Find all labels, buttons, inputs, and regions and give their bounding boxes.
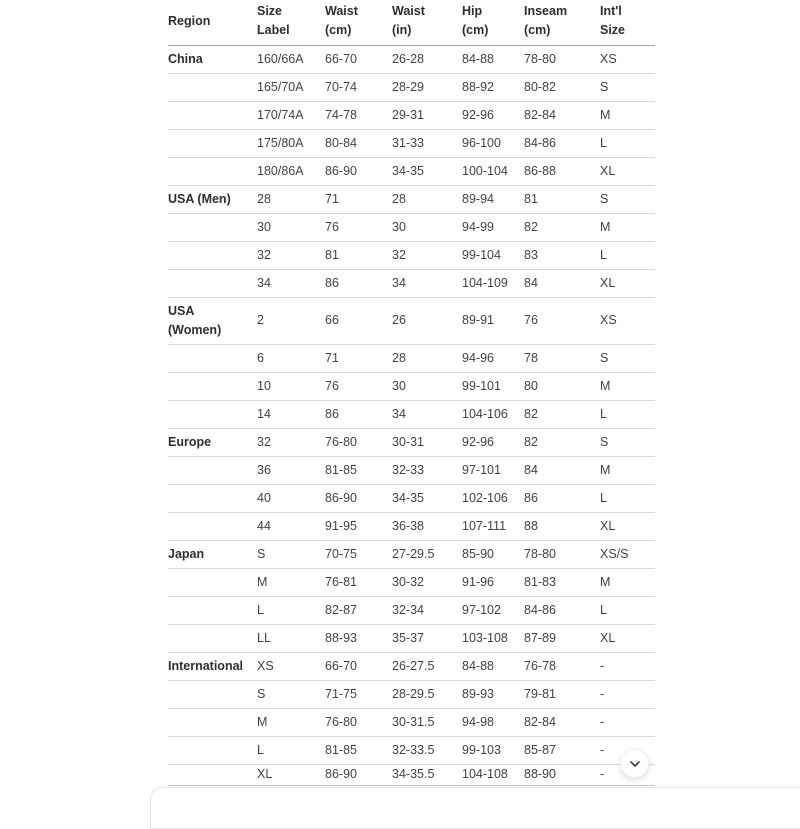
cell-size_label: 2 xyxy=(257,297,325,344)
cell-inseam_cm: 81-83 xyxy=(524,568,600,596)
region-label-empty xyxy=(168,73,257,101)
cell-size_label: 6 xyxy=(257,344,325,372)
cell-inseam_cm: 80 xyxy=(524,372,600,400)
cell-inseam_cm: 78 xyxy=(524,344,600,372)
cell-waist_cm: 66 xyxy=(325,297,392,344)
cell-intl_size: S xyxy=(600,73,655,101)
cell-intl_size: M xyxy=(600,568,655,596)
cell-inseam_cm: 80-82 xyxy=(524,73,600,101)
table-row xyxy=(168,456,655,484)
cell-waist_cm: 80-84 xyxy=(325,129,392,157)
cell-waist_in: 34-35 xyxy=(392,157,462,185)
region-label-empty xyxy=(168,213,257,241)
cell-inseam_cm: 82 xyxy=(524,400,600,428)
column-header-line: Size xyxy=(257,4,283,19)
cell-waist_in: 28 xyxy=(392,344,462,372)
cell-intl_size: XL xyxy=(600,512,655,540)
region-label: International xyxy=(168,652,257,680)
table-row xyxy=(168,708,655,736)
cell-waist_in: 28 xyxy=(392,185,462,213)
table-row xyxy=(168,157,655,185)
region-label-empty xyxy=(168,708,257,736)
cell-waist_in: 35-37 xyxy=(392,624,462,652)
cell-waist_in: 32-34 xyxy=(392,596,462,624)
cell-hip_cm: 104-106 xyxy=(462,400,524,428)
cell-hip_cm: 85-90 xyxy=(462,540,524,568)
cell-hip_cm: 99-101 xyxy=(462,372,524,400)
cell-waist_in: 28-29.5 xyxy=(392,680,462,708)
cell-waist_in: 26-28 xyxy=(392,45,462,73)
cell-waist_in: 32-33 xyxy=(392,456,462,484)
column-header-waist_cm xyxy=(325,0,392,45)
cell-waist_in: 30 xyxy=(392,213,462,241)
region-label-empty xyxy=(168,157,257,185)
cell-intl_size: L xyxy=(600,400,655,428)
cell-size_label: S xyxy=(257,680,325,708)
cell-waist_in: 34 xyxy=(392,269,462,297)
cell-waist_in: 36-38 xyxy=(392,512,462,540)
cell-waist_cm: 76 xyxy=(325,213,392,241)
cell-size_label: L xyxy=(257,736,325,764)
cell-hip_cm: 96-100 xyxy=(462,129,524,157)
column-header-line: Size xyxy=(600,23,626,38)
cell-waist_cm: 86-90 xyxy=(325,764,392,785)
cell-hip_cm: 89-93 xyxy=(462,680,524,708)
cell-hip_cm: 94-96 xyxy=(462,344,524,372)
table-row xyxy=(168,101,655,129)
cell-waist_in: 31-33 xyxy=(392,129,462,157)
column-header-size_label xyxy=(257,0,325,45)
table-row xyxy=(168,297,655,344)
cell-hip_cm: 100-104 xyxy=(462,157,524,185)
cell-size_label: M xyxy=(257,568,325,596)
cell-size_label: LL xyxy=(257,624,325,652)
cell-waist_in: 30-32 xyxy=(392,568,462,596)
cell-size_label: 36 xyxy=(257,456,325,484)
column-header-waist_in xyxy=(392,0,462,45)
table-row xyxy=(168,568,655,596)
cell-inseam_cm: 84-86 xyxy=(524,129,600,157)
region-label-empty xyxy=(168,269,257,297)
cell-size_label: XS xyxy=(257,652,325,680)
cell-intl_size: XL xyxy=(600,269,655,297)
table-row xyxy=(168,680,655,708)
column-header-line: Waist xyxy=(325,4,358,19)
region-label-empty xyxy=(168,344,257,372)
table-row xyxy=(168,652,655,680)
cell-size_label: 34 xyxy=(257,269,325,297)
cell-size_label: 160/66A xyxy=(257,45,325,73)
cell-waist_cm: 74-78 xyxy=(325,101,392,129)
cell-intl_size: M xyxy=(600,101,655,129)
cell-hip_cm: 107-111 xyxy=(462,512,524,540)
cell-size_label: L xyxy=(257,596,325,624)
cell-hip_cm: 99-103 xyxy=(462,736,524,764)
table-row xyxy=(168,372,655,400)
region-label-empty xyxy=(168,624,257,652)
region-label-empty xyxy=(168,764,257,785)
cell-hip_cm: 102-106 xyxy=(462,484,524,512)
cell-size_label: 170/74A xyxy=(257,101,325,129)
table-row xyxy=(168,512,655,540)
cell-waist_in: 34 xyxy=(392,400,462,428)
cell-inseam_cm: 76 xyxy=(524,297,600,344)
cell-size_label: 175/80A xyxy=(257,129,325,157)
column-header-intl_size xyxy=(600,0,655,45)
cell-inseam_cm: 82 xyxy=(524,213,600,241)
cell-hip_cm: 97-101 xyxy=(462,456,524,484)
cell-intl_size: - xyxy=(600,652,655,680)
column-header-hip_cm xyxy=(462,0,524,45)
cell-waist_cm: 66-70 xyxy=(325,45,392,73)
cell-waist_cm: 86 xyxy=(325,269,392,297)
region-label-empty xyxy=(168,596,257,624)
region-label-empty xyxy=(168,101,257,129)
column-header-line: (cm) xyxy=(524,23,551,38)
cell-intl_size: XL xyxy=(600,157,655,185)
cell-waist_cm: 88-93 xyxy=(325,624,392,652)
cell-waist_in: 30 xyxy=(392,372,462,400)
table-row xyxy=(168,185,655,213)
cell-waist_cm: 91-95 xyxy=(325,512,392,540)
cell-waist_cm: 71-75 xyxy=(325,680,392,708)
table-row xyxy=(168,344,655,372)
region-label: China xyxy=(168,45,257,73)
cell-inseam_cm: 82 xyxy=(524,428,600,456)
cell-size_label: 28 xyxy=(257,185,325,213)
size-conversion-table xyxy=(168,0,655,786)
cell-waist_cm: 70-74 xyxy=(325,73,392,101)
cell-size_label: 14 xyxy=(257,400,325,428)
cell-hip_cm: 92-96 xyxy=(462,428,524,456)
cell-waist_cm: 82-87 xyxy=(325,596,392,624)
cell-waist_in: 26 xyxy=(392,297,462,344)
cell-waist_cm: 86-90 xyxy=(325,157,392,185)
cell-waist_cm: 76 xyxy=(325,372,392,400)
cell-hip_cm: 94-98 xyxy=(462,708,524,736)
region-label-empty xyxy=(168,484,257,512)
cell-inseam_cm: 78-80 xyxy=(524,540,600,568)
cell-intl_size: S xyxy=(600,185,655,213)
cell-waist_cm: 81 xyxy=(325,241,392,269)
cell-hip_cm: 84-88 xyxy=(462,45,524,73)
cell-intl_size: XS xyxy=(600,297,655,344)
cell-intl_size: L xyxy=(600,484,655,512)
table-row xyxy=(168,129,655,157)
cell-intl_size: - xyxy=(600,736,655,764)
region-label: Japan xyxy=(168,540,257,568)
cell-hip_cm: 91-96 xyxy=(462,568,524,596)
cell-size_label: 32 xyxy=(257,428,325,456)
cell-waist_in: 34-35.5 xyxy=(392,764,462,785)
table-row xyxy=(168,764,655,785)
cell-waist_in: 32 xyxy=(392,241,462,269)
cell-inseam_cm: 84 xyxy=(524,269,600,297)
cell-inseam_cm: 84-86 xyxy=(524,596,600,624)
cell-hip_cm: 89-94 xyxy=(462,185,524,213)
column-header-line: Inseam xyxy=(524,4,568,19)
cell-intl_size: XS xyxy=(600,45,655,73)
cell-inseam_cm: 82-84 xyxy=(524,101,600,129)
region-label: Europe xyxy=(168,428,257,456)
cell-size_label: S xyxy=(257,540,325,568)
chevron-down-icon xyxy=(628,757,642,771)
table-row xyxy=(168,213,655,241)
cell-size_label: XL xyxy=(257,764,325,785)
cell-hip_cm: 104-108 xyxy=(462,764,524,785)
cell-intl_size: S xyxy=(600,344,655,372)
cell-inseam_cm: 86 xyxy=(524,484,600,512)
cell-intl_size: M xyxy=(600,456,655,484)
column-header-line: Label xyxy=(257,23,290,38)
cell-intl_size: - xyxy=(600,680,655,708)
cell-size_label: M xyxy=(257,708,325,736)
table-row xyxy=(168,596,655,624)
table-row xyxy=(168,269,655,297)
cell-intl_size: - xyxy=(600,764,655,785)
region-label-empty xyxy=(168,400,257,428)
cell-hip_cm: 89-91 xyxy=(462,297,524,344)
column-header-region xyxy=(168,0,257,45)
cell-size_label: 32 xyxy=(257,241,325,269)
region-label-empty xyxy=(168,512,257,540)
cell-waist_cm: 86-90 xyxy=(325,484,392,512)
cell-hip_cm: 104-109 xyxy=(462,269,524,297)
column-header-line: Int'l xyxy=(600,4,622,19)
cell-intl_size: L xyxy=(600,596,655,624)
cell-waist_cm: 76-80 xyxy=(325,708,392,736)
cell-inseam_cm: 82-84 xyxy=(524,708,600,736)
cell-waist_cm: 76-80 xyxy=(325,428,392,456)
table-row xyxy=(168,241,655,269)
cell-intl_size: L xyxy=(600,129,655,157)
cell-size_label: 165/70A xyxy=(257,73,325,101)
table-row xyxy=(168,73,655,101)
table-row xyxy=(168,400,655,428)
column-header-inseam_cm xyxy=(524,0,600,45)
cell-hip_cm: 99-104 xyxy=(462,241,524,269)
cell-inseam_cm: 83 xyxy=(524,241,600,269)
region-label-empty xyxy=(168,456,257,484)
cell-size_label: 180/86A xyxy=(257,157,325,185)
cell-intl_size: L xyxy=(600,241,655,269)
cell-hip_cm: 103-108 xyxy=(462,624,524,652)
table-row xyxy=(168,736,655,764)
cell-hip_cm: 94-99 xyxy=(462,213,524,241)
column-header-line: (cm) xyxy=(462,23,489,38)
cell-inseam_cm: 86-88 xyxy=(524,157,600,185)
header-row xyxy=(168,0,655,45)
cell-waist_cm: 66-70 xyxy=(325,652,392,680)
cell-waist_cm: 76-81 xyxy=(325,568,392,596)
column-header-line: Waist xyxy=(392,4,425,19)
cell-intl_size: M xyxy=(600,213,655,241)
cell-inseam_cm: 84 xyxy=(524,456,600,484)
bottom-card-edge xyxy=(150,787,800,829)
table-header xyxy=(168,0,655,45)
cell-waist_in: 28-29 xyxy=(392,73,462,101)
expand-chevron-button[interactable] xyxy=(620,749,649,778)
cell-inseam_cm: 88 xyxy=(524,512,600,540)
cell-intl_size: M xyxy=(600,372,655,400)
region-label-empty xyxy=(168,241,257,269)
table-body xyxy=(168,45,655,785)
cell-waist_cm: 70-75 xyxy=(325,540,392,568)
cell-waist_in: 27-29.5 xyxy=(392,540,462,568)
column-header-line: Hip xyxy=(462,4,483,19)
region-label: USA (Women) xyxy=(168,297,257,344)
cell-waist_cm: 86 xyxy=(325,400,392,428)
table-row xyxy=(168,540,655,568)
table-row xyxy=(168,428,655,456)
region-label-empty xyxy=(168,372,257,400)
cell-inseam_cm: 88-90 xyxy=(524,764,600,785)
column-header-line: Region xyxy=(168,13,211,28)
cell-waist_in: 34-35 xyxy=(392,484,462,512)
column-header-line: (in) xyxy=(392,23,412,38)
cell-waist_cm: 81-85 xyxy=(325,456,392,484)
cell-hip_cm: 88-92 xyxy=(462,73,524,101)
cell-hip_cm: 92-96 xyxy=(462,101,524,129)
cell-waist_in: 30-31.5 xyxy=(392,708,462,736)
cell-waist_cm: 81-85 xyxy=(325,736,392,764)
cell-inseam_cm: 87-89 xyxy=(524,624,600,652)
cell-inseam_cm: 76-78 xyxy=(524,652,600,680)
cell-intl_size: XS/S xyxy=(600,540,655,568)
cell-waist_in: 30-31 xyxy=(392,428,462,456)
cell-size_label: 30 xyxy=(257,213,325,241)
cell-hip_cm: 84-88 xyxy=(462,652,524,680)
cell-intl_size: - xyxy=(600,708,655,736)
cell-intl_size: XL xyxy=(600,624,655,652)
table-row xyxy=(168,624,655,652)
cell-inseam_cm: 78-80 xyxy=(524,45,600,73)
region-label-empty xyxy=(168,129,257,157)
cell-intl_size: S xyxy=(600,428,655,456)
table-row xyxy=(168,45,655,73)
region-label-empty xyxy=(168,568,257,596)
cell-size_label: 10 xyxy=(257,372,325,400)
region-label-empty xyxy=(168,736,257,764)
column-header-line: (cm) xyxy=(325,23,352,38)
cell-inseam_cm: 85-87 xyxy=(524,736,600,764)
region-label: USA (Men) xyxy=(168,185,257,213)
table-row xyxy=(168,484,655,512)
cell-waist_in: 29-31 xyxy=(392,101,462,129)
cell-waist_cm: 71 xyxy=(325,185,392,213)
cell-size_label: 44 xyxy=(257,512,325,540)
cell-inseam_cm: 79-81 xyxy=(524,680,600,708)
cell-size_label: 40 xyxy=(257,484,325,512)
cell-waist_cm: 71 xyxy=(325,344,392,372)
cell-inseam_cm: 81 xyxy=(524,185,600,213)
cell-waist_in: 26-27.5 xyxy=(392,652,462,680)
region-label-empty xyxy=(168,680,257,708)
cell-hip_cm: 97-102 xyxy=(462,596,524,624)
cell-waist_in: 32-33.5 xyxy=(392,736,462,764)
